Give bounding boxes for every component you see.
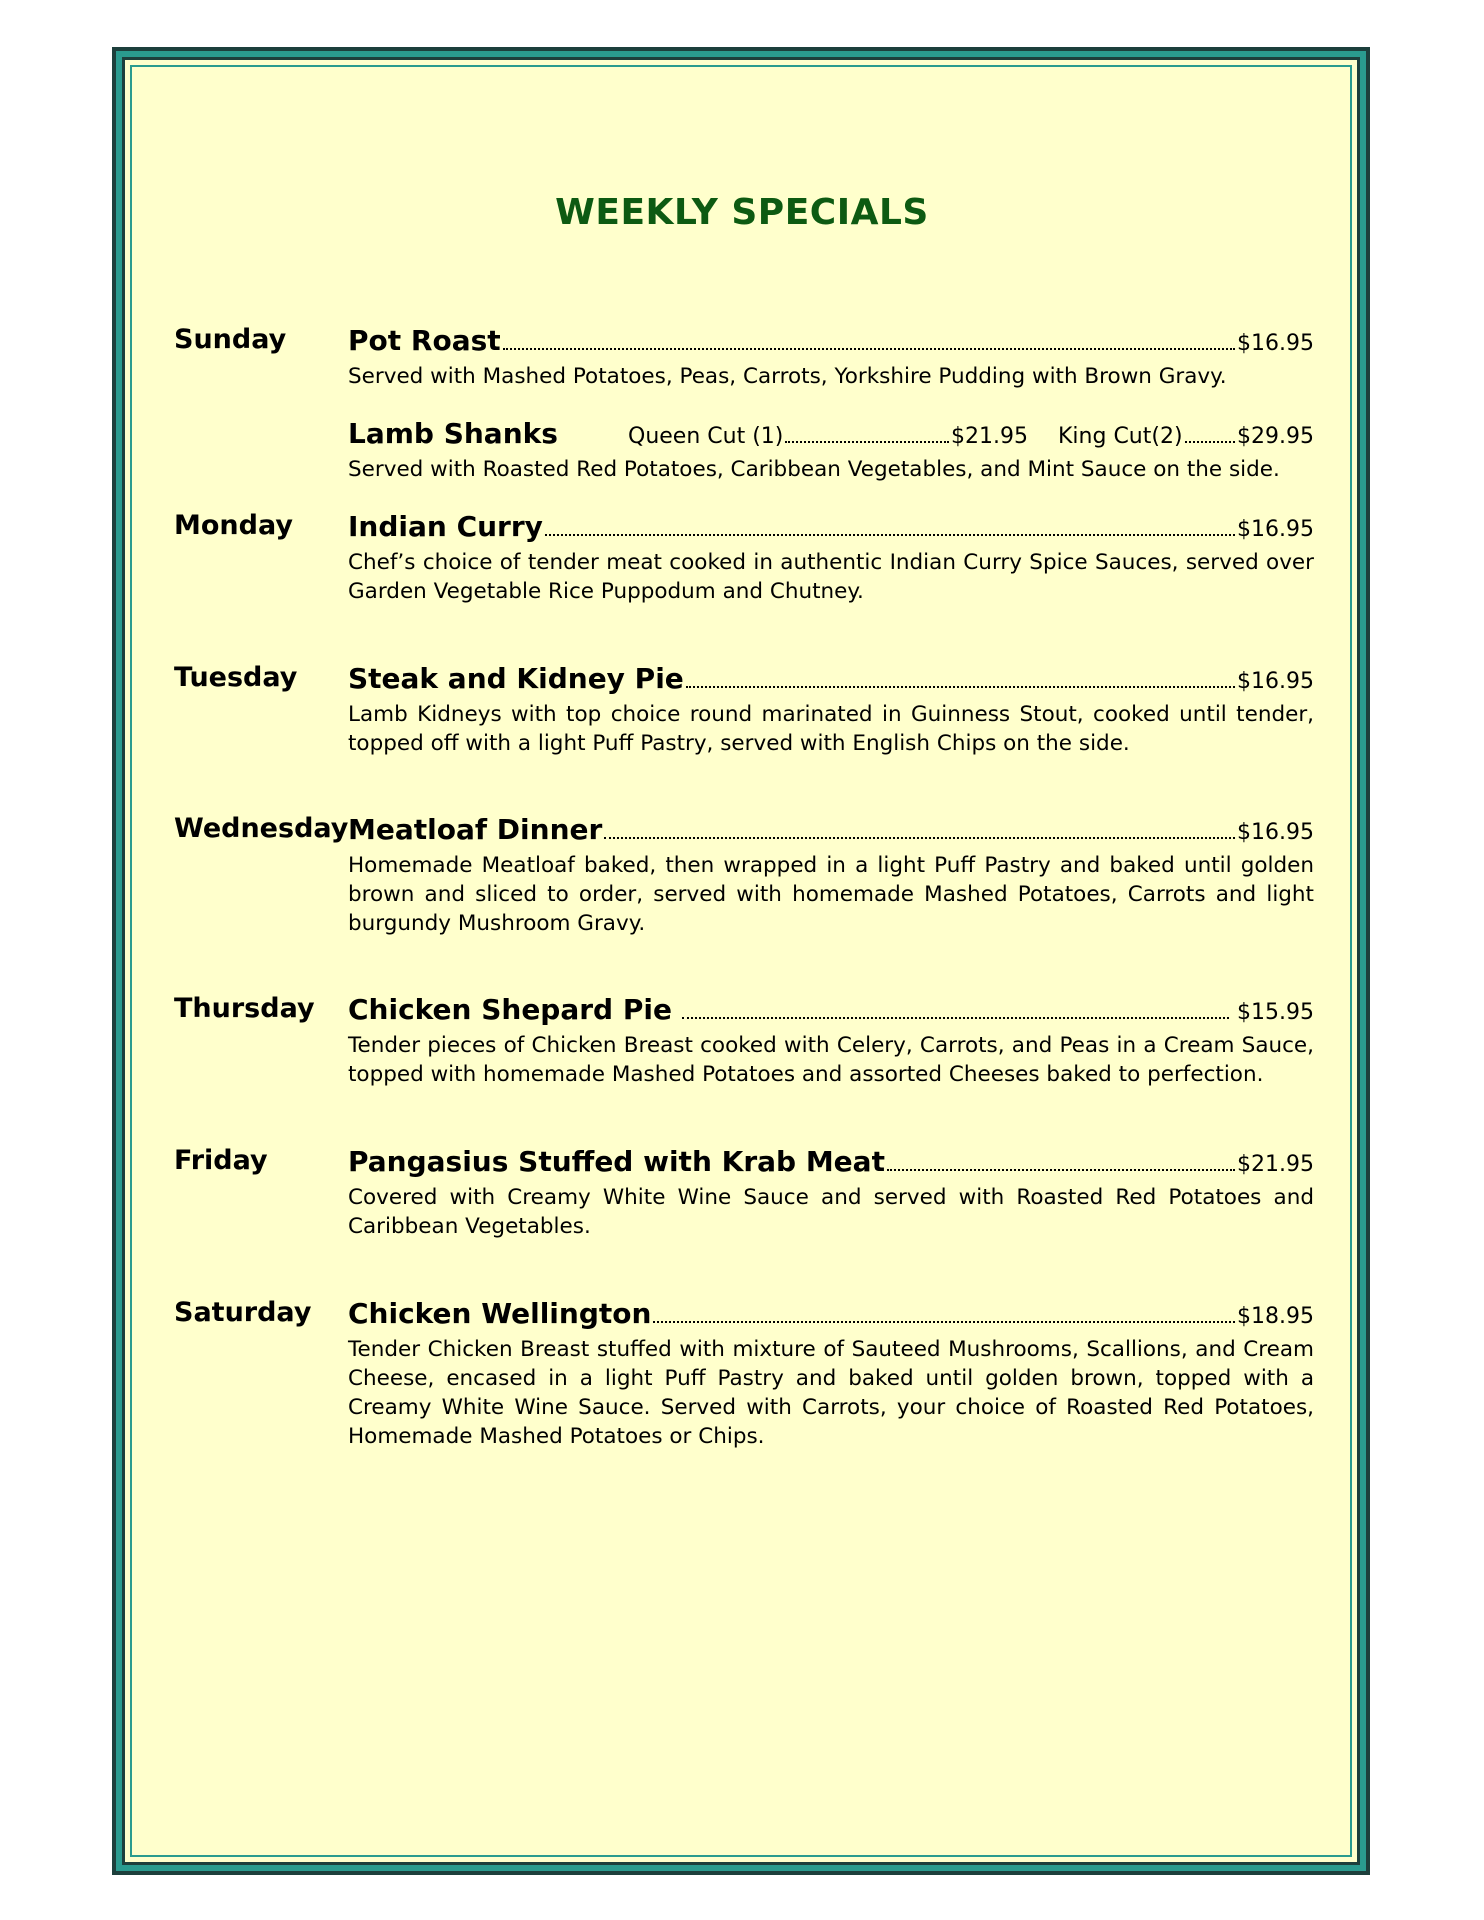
menu-item-lamb-shanks — [348, 417, 1314, 484]
menu-item-indian-curry — [348, 510, 1314, 606]
item-name: Indian Curry — [348, 510, 543, 543]
dot-leader — [545, 534, 1235, 536]
day-label-thursday: Thursday — [174, 993, 315, 1024]
item-name: Chicken Shepard Pie — [348, 993, 672, 1026]
king-cut-option — [1058, 424, 1314, 449]
item-description: Served with Roasted Red Potatoes, Caribbean Vegetables, and Mint Sauce on the side. — [348, 457, 1280, 482]
dot-leader — [785, 441, 949, 443]
item-description: Chef’s choice of tender meat cooked in authentic Indian Curry Spice Sauces, served over Garden Vegetable Rice Puppodum and Chutney. — [348, 550, 1314, 604]
menu-item-pot-roast — [348, 324, 1314, 391]
item-description: Tender pieces of Chicken Breast cooked with Celery, Carrots, and Peas in a Cream Sauce, topped with homemade Mashed Potatoes and assorted Cheeses baked to perfection. — [348, 1033, 1314, 1087]
menu-item-meatloaf-dinner — [348, 813, 1314, 938]
menu-item-pangasius — [348, 1145, 1314, 1241]
page-title: WEEKLY SPECIALS — [555, 192, 929, 233]
dot-leader — [604, 837, 1235, 839]
item-name: Meatloaf Dinner — [348, 813, 603, 846]
item-description: Homemade Meatloaf baked, then wrapped in a light Puff Pastry and baked until golden brown and sliced to order, served with homemade Mashed Potatoes, Carrots and light burgundy Mushroom Gravy. — [348, 853, 1314, 936]
day-label-wednesday: Wednesday — [174, 813, 349, 844]
item-name: Chicken Wellington — [348, 1297, 652, 1330]
item-name: Pot Roast — [348, 324, 501, 357]
king-cut-label: King Cut(2) — [1058, 424, 1183, 449]
menu-item-chicken-wellington — [348, 1297, 1314, 1451]
item-price: $16.95 — [1237, 517, 1314, 542]
day-label-saturday: Saturday — [174, 1297, 312, 1328]
day-label-sunday: Sunday — [174, 324, 287, 355]
item-price: $16.95 — [1237, 669, 1314, 694]
item-description: Tender Chicken Breast stuffed with mixture of Sauteed Mushrooms, Scallions, and Cream Cheese, encased in a light Puff Pastry and baked until golden brown, topped with a Creamy White Wine Sauce. Served with Carrots, your choice of Roasted Red Potatoes, Homemade Mashed Potatoes or Chips. — [348, 1337, 1314, 1449]
item-name: Lamb Shanks — [348, 417, 558, 450]
item-price: $18.95 — [1237, 1304, 1314, 1329]
menu-item-steak-kidney-pie — [348, 662, 1314, 758]
item-price: $16.95 — [1237, 331, 1314, 356]
item-description: Lamb Kidneys with top choice round marinated in Guinness Stout, cooked until tender, topped off with a light Puff Pastry, served with English Chips on the side. — [348, 702, 1314, 756]
dot-leader — [503, 348, 1235, 350]
item-name: Pangasius Stuffed with Krab Meat — [348, 1145, 885, 1178]
queen-cut-option — [628, 424, 1028, 449]
item-price: $21.95 — [1237, 1152, 1314, 1177]
king-cut-price: $29.95 — [1237, 424, 1314, 449]
queen-cut-price: $21.95 — [951, 424, 1028, 449]
day-label-monday: Monday — [174, 510, 293, 541]
item-description: Served with Mashed Potatoes, Peas, Carrots, Yorkshire Pudding with Brown Gravy. — [348, 364, 1227, 389]
day-label-friday: Friday — [174, 1145, 268, 1176]
item-price: $16.95 — [1237, 820, 1314, 845]
dot-leader — [1185, 441, 1235, 443]
item-name: Steak and Kidney Pie — [348, 662, 684, 695]
menu-frame — [112, 47, 1370, 1875]
item-price: $15.95 — [1237, 1000, 1314, 1025]
item-description: Covered with Creamy White Wine Sauce and served with Roasted Red Potatoes and Caribbean Vegetables. — [348, 1185, 1314, 1239]
menu-item-chicken-shepard-pie — [348, 993, 1314, 1089]
day-label-tuesday: Tuesday — [174, 662, 298, 693]
queen-cut-label: Queen Cut (1) — [628, 424, 784, 449]
dot-leader — [682, 1017, 1229, 1019]
dot-leader — [653, 1321, 1235, 1323]
dot-leader — [686, 686, 1235, 688]
dot-leader — [887, 1169, 1235, 1171]
